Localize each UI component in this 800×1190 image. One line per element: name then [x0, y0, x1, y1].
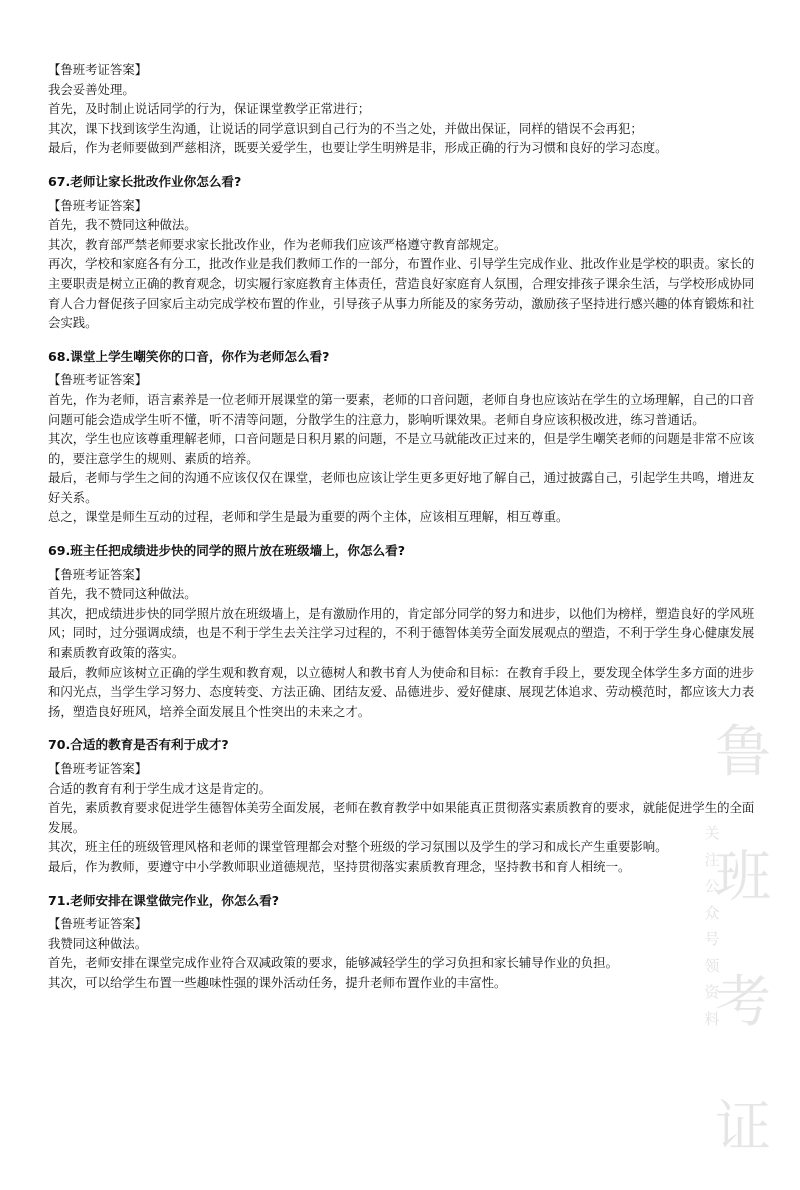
answer-tag: 【鲁班考证答案】 [48, 62, 148, 77]
answer-tag: 【鲁班考证答案】 [48, 916, 148, 932]
answer-line: 最后，老师与学生之间的沟通不应该仅仅在课堂，老师也应该让学生更多更好地了解自己，通过披露自己，引起学生共鸣，增进友好关系。 [48, 470, 755, 505]
answer-line: 合适的教育有利于学生成才这是肯定的。 [48, 780, 272, 796]
watermark-char: 考 [715, 970, 771, 1035]
answer-line: 最后，教师应该树立正确的学生观和教育观，以立德树人和教书育人为使命和目标：在教育手段上，要发现全体学生多方面的进步和闪光点，当学生学习努力、态度转变、方法正确、团结友爱、品德进步、爱好健康、展现艺体追求、劳动模范时，都应该大力表扬，塑造良好班风，培养全面发展且个性突出的未来之才。 [48, 664, 755, 719]
question-title: 68.课堂上学生嘲笑你的口音，你作为老师怎么看? [48, 348, 330, 364]
watermark-char: 号 [704, 930, 720, 948]
answer-line: 我会妥善处理。 [48, 81, 135, 97]
watermark-char: 注 [704, 850, 720, 869]
document-content [48, 60, 756, 1007]
question-title: 70.合适的教育是否有利于成才? [48, 737, 229, 753]
question-title: 69.班主任把成绩进步快的同学的照片放在班级墙上，你怎么看? [48, 543, 406, 559]
question-title: 67.老师让家长批改作业你怎么看? [48, 173, 242, 189]
answer-line: 首先，及时制止说话同学的行为，保证课堂教学正常进行； [48, 101, 371, 117]
answer-tag: 【鲁班考证答案】 [48, 372, 148, 388]
watermark-char: 鲁 [715, 720, 771, 785]
question-section-69 [48, 541, 756, 721]
answer-line: 首先，老师安排在课堂完成作业符合双减政策的要求，能够减轻学生的学习负担和家长辅导作业的负担。 [48, 955, 618, 971]
answer-line: 其次，学生也应该尊重理解老师，口音问题是日积月累的问题，不是立马就能改正过来的，但是学生嘲笑老师的问题是非常不应该的，要注意学生的规则、素质的培养。 [48, 431, 755, 466]
answer-line: 最后，作为老师要做到严慈相济，既要关爱学生，也要让学生明辨是非，形成正确的行为习惯和良好的学习态度。 [48, 140, 668, 156]
answer-line: 首先，素质教育要求促进学生德智体美劳全面发展，老师在教育教学中如果能真正贯彻落实素质教育的要求，就能促进学生的全面发展。 [48, 800, 755, 835]
answer-line: 首先，我不赞同这种做法。 [48, 586, 197, 602]
watermark-char: 资 [704, 983, 720, 1001]
answer-tag: 【鲁班考证答案】 [48, 197, 148, 213]
answer-line: 再次，学校和家庭各有分工，批改作业是我们教师工作的一部分，布置作业、引导学生完成作业、批改作业是学校的职责。家长的主要职责是树立正确的教育观念，切实履行家庭教育主体责任，营造良好家庭育人氛围，合理安排孩子课余生活，与学校形成协同育人合力督促孩子回家后主动完成学校布置的作业，引导孩子从事力所能及的家务劳动，激励孩子坚持进行感兴趣的体育锻炼和社会实践。 [48, 256, 755, 331]
watermark-char: 班 [715, 845, 771, 910]
watermark-char: 证 [715, 1095, 771, 1160]
answer-line: 首先，作为老师，语言素养是一位老师开展课堂的第一要素，老师的口音问题，老师自身也应该站在学生的立场理解，自己的口音问题可能会造成学生听不懂，听不清等问题，分散学生的注意力，影响听课效果。老师自身应该积极改进，练习普通话。 [48, 391, 755, 427]
question-section-67 [48, 172, 756, 333]
answer-line: 最后，作为教师，要遵守中小学教师职业道德规范，坚持贯彻落实素质教育理念，坚持教书和育人相统一。 [48, 858, 631, 874]
watermark-char: 关 [704, 824, 720, 842]
answer-line: 我赞同这种做法。 [48, 935, 148, 951]
watermark-char: 领 [704, 956, 720, 975]
answer-tag: 【鲁班考证答案】 [48, 566, 148, 582]
answer-line: 其次，把成绩进步快的同学照片放在班级墙上，是有激励作用的，肯定部分同学的努力和进步，以他们为榜样，塑造良好的学风班风；同时，过分强调成绩，也是不利于学生去关注学习过程的，不利于德智体美劳全面发展观点的塑造，不利于学生身心健康发展和素质教育政策的落实。 [48, 605, 755, 661]
question-section-70 [48, 735, 756, 876]
watermark-char: 公 [704, 877, 720, 895]
question-section-71 [48, 891, 756, 993]
answer-line: 总之，课堂是师生互动的过程，老师和学生是最为重要的两个主体，应该相互理解，相互尊重。 [48, 509, 569, 525]
answer-section-66 [48, 60, 756, 158]
watermark-char: 众 [704, 903, 720, 922]
answer-line: 其次，课下找到该学生沟通，让说话的同学意识到自己行为的不当之处，并做出保证，同样的错误不会再犯； [48, 120, 643, 136]
answer-line: 其次，班主任的班级管理风格和老师的课堂管理都会对整个班级的学习氛围以及学生的学习和成长产生重要影响。 [48, 839, 668, 855]
question-section-68 [48, 347, 756, 527]
question-title: 71.老师安排在课堂做完作业，你怎么看? [48, 892, 280, 908]
answer-tag: 【鲁班考证答案】 [48, 761, 148, 776]
watermark-char: 料 [704, 1009, 720, 1028]
answer-line: 其次，教育部严禁老师要求家长批改作业，作为老师我们应该严格遵守教育部规定。 [48, 236, 507, 252]
answer-line: 其次，可以给学生布置一些趣味性强的课外活动任务，提升老师布置作业的丰富性。 [48, 974, 507, 990]
answer-line: 首先，我不赞同这种做法。 [48, 217, 197, 233]
